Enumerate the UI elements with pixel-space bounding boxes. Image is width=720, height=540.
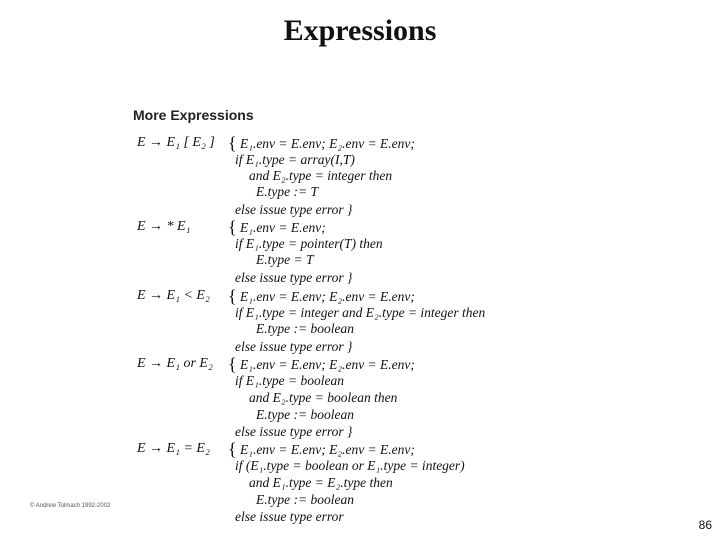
rule-line: else issue type error } [235,424,353,439]
rule-line: E.type := boolean [256,407,354,422]
rule-production: E → E₁ = E₂ [137,441,210,456]
rule-line: E₁.env = E.env; E₂.env = E.env; [240,357,415,372]
rule-line: and E₂.type = integer then [249,168,393,183]
copyright-notice: © Andrew Tolmach 1992-2002 [30,503,111,509]
open-brace: { [228,439,237,459]
rule-line: E₁.env = E.env; [240,220,326,235]
rule-production: E → * E₁ [137,219,191,234]
rule-production: E → E₁ < E₂ [137,288,210,303]
rule-production: E → E₁ [ E₂ ] [137,135,215,150]
section-subheading: More Expressions [133,107,254,123]
rule-line: else issue type error [235,509,344,524]
rule-line: else issue type error } [235,270,353,285]
rule-line: E.type := T [256,184,318,199]
slide-title: Expressions [283,14,437,47]
rule-line: if (E₁.type = boolean or E₁.type = integer) [235,458,465,473]
rule-line: E₁.env = E.env; E₂.env = E.env; [240,289,415,304]
rule-line: E.type := boolean [256,492,354,507]
rule-line: if E₁.type = boolean [235,373,345,388]
rule-line: E₁.env = E.env; E₂.env = E.env; [240,136,415,151]
open-brace: { [228,133,237,153]
rule-line: if E₁.type = array(I,T) [235,152,355,167]
rule-line: else issue type error } [235,202,353,217]
open-brace: { [228,354,237,374]
open-brace: { [228,217,237,237]
rule-line: E.type := boolean [256,321,354,336]
rule-line: if E₁.type = pointer(T) then [235,236,383,251]
rule-line: else issue type error } [235,339,353,354]
rule-production: E → E₁ or E₂ [137,356,213,371]
rule-line: and E₂.type = boolean then [249,390,398,405]
rule-line: E₁.env = E.env; E₂.env = E.env; [240,442,415,457]
page-number: 86 [698,518,712,532]
rule-line: E.type = T [256,252,314,267]
open-brace: { [228,286,237,306]
rule-line: and E₁.type = E₂.type then [249,475,393,490]
rule-line: if E₁.type = integer and E₂.type = integer then [235,305,486,320]
